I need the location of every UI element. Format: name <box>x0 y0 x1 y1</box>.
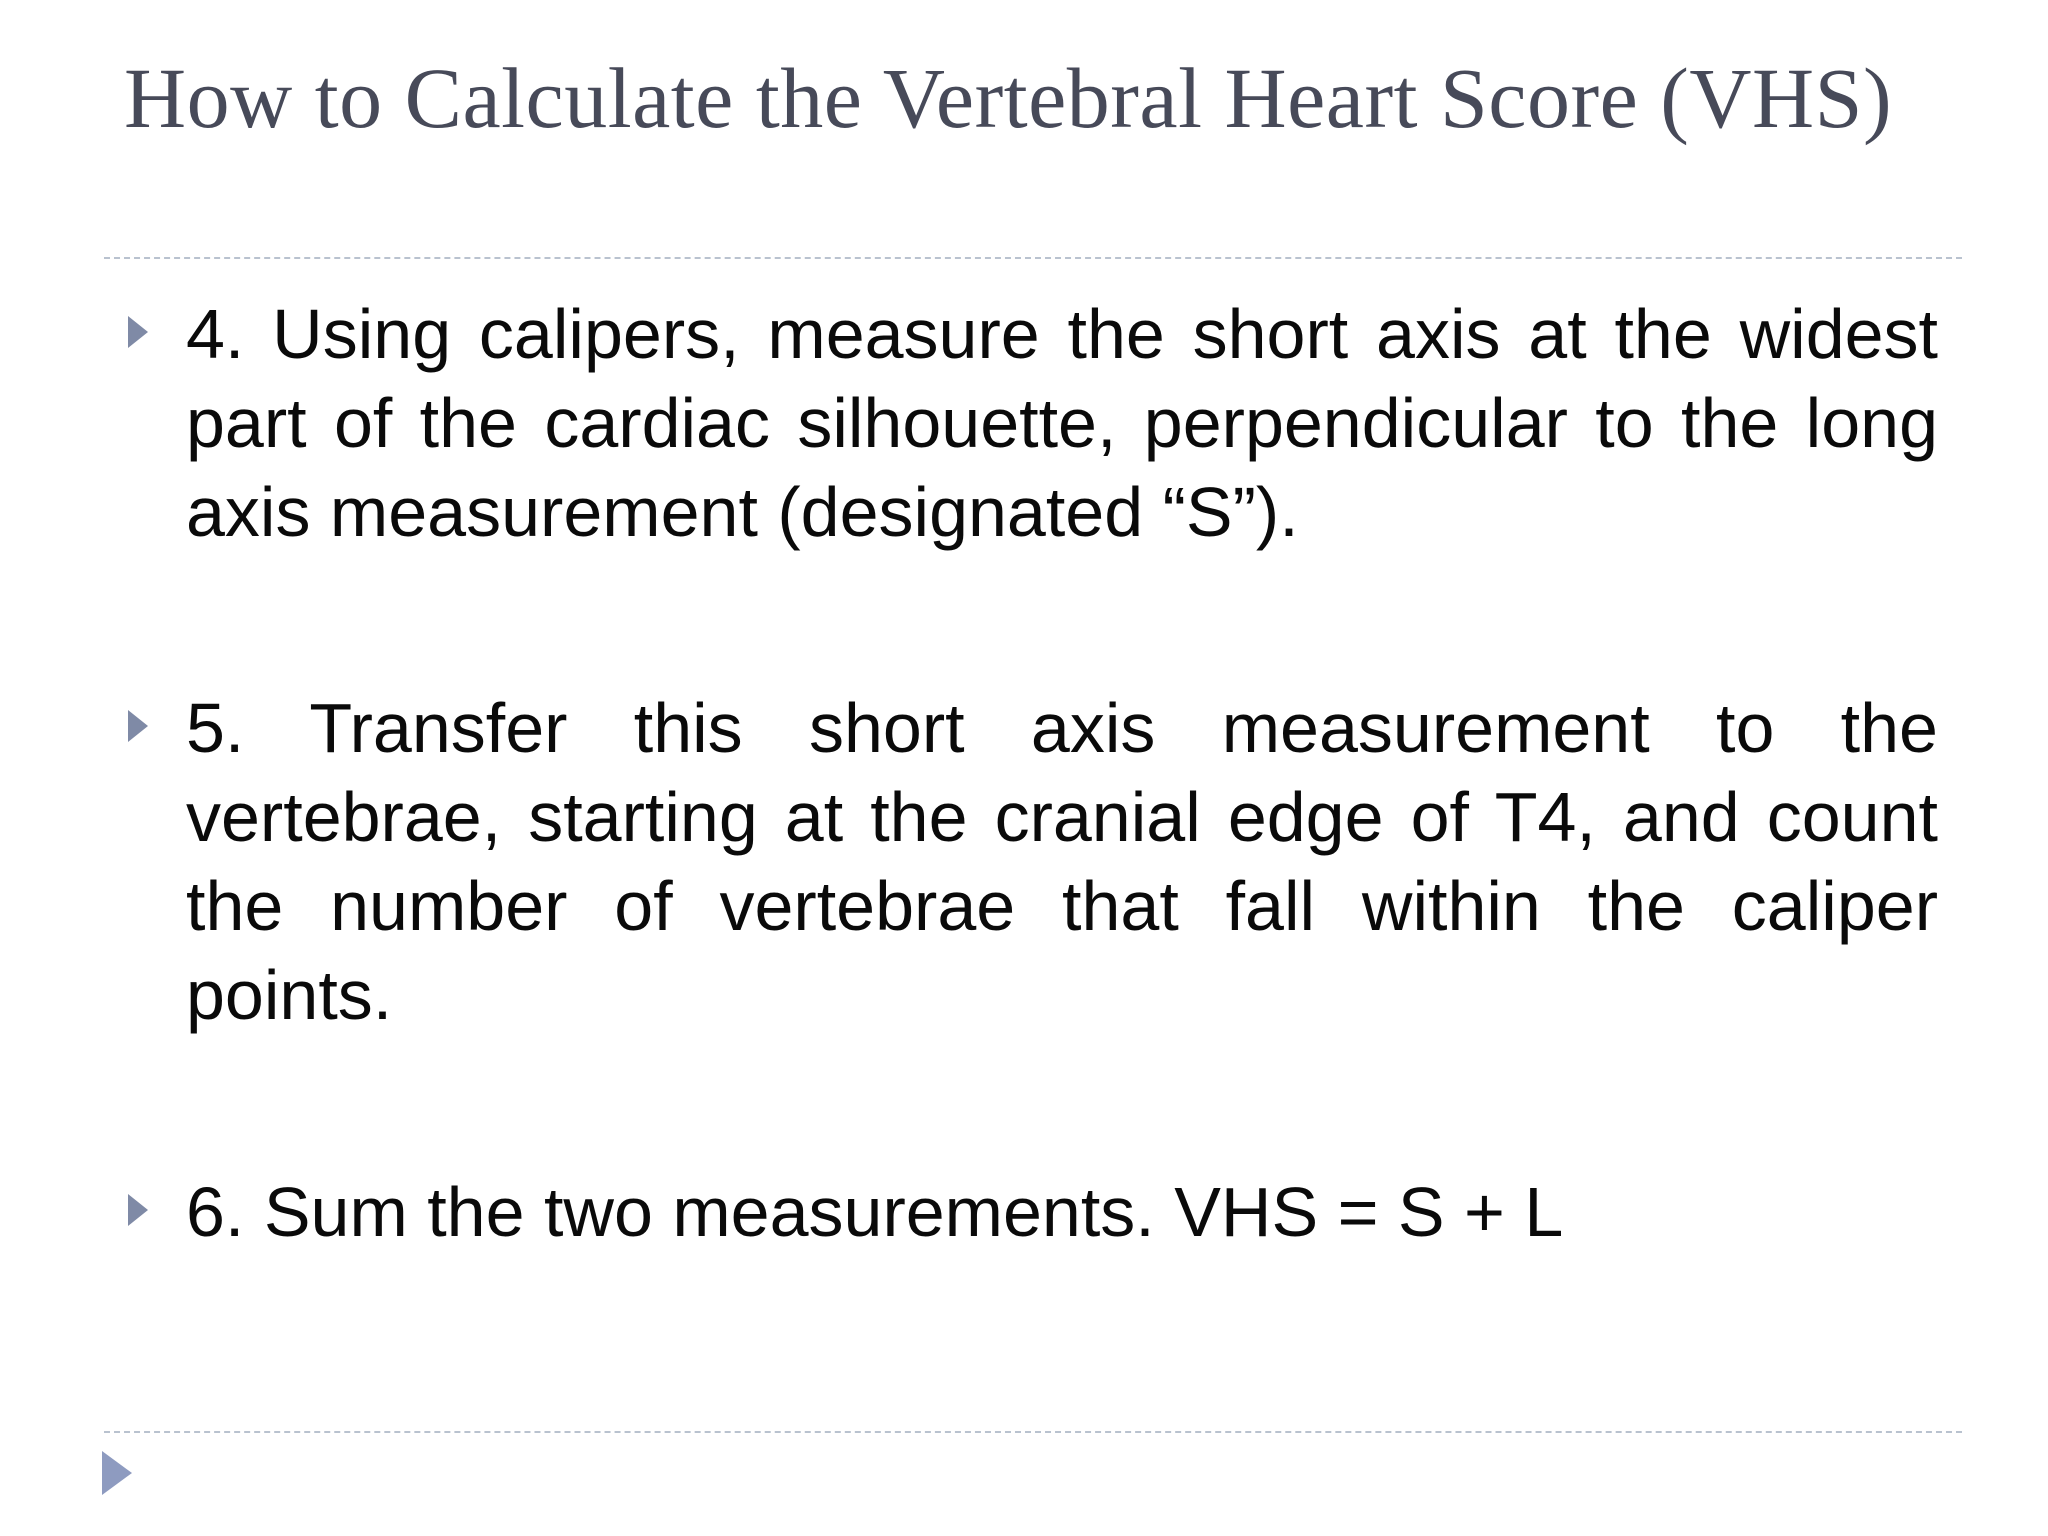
footer-divider <box>104 1431 1962 1433</box>
bullet-text: 6. Sum the two measurements. VHS = S + L <box>186 1173 1564 1251</box>
slide-title: How to Calculate the Vertebral Heart Score (VHS) <box>124 50 1893 146</box>
bullet-text: 5. Transfer this short axis measurement to the vertebrae, starting at the cranial edge of T4, and count the number of vertebrae that fall within the caliper points. <box>186 689 1938 1034</box>
triangle-bullet-icon <box>128 1194 148 1226</box>
triangle-bullet-icon <box>128 710 148 742</box>
bullet-text: 4. Using calipers, measure the short axis at the widest part of the cardiac silhouette, perpendicular to the long axis measurement (designated “S”). <box>186 295 1938 551</box>
title-divider <box>104 257 1962 259</box>
triangle-bullet-icon <box>128 316 148 348</box>
triangle-arrow-icon <box>102 1451 132 1495</box>
